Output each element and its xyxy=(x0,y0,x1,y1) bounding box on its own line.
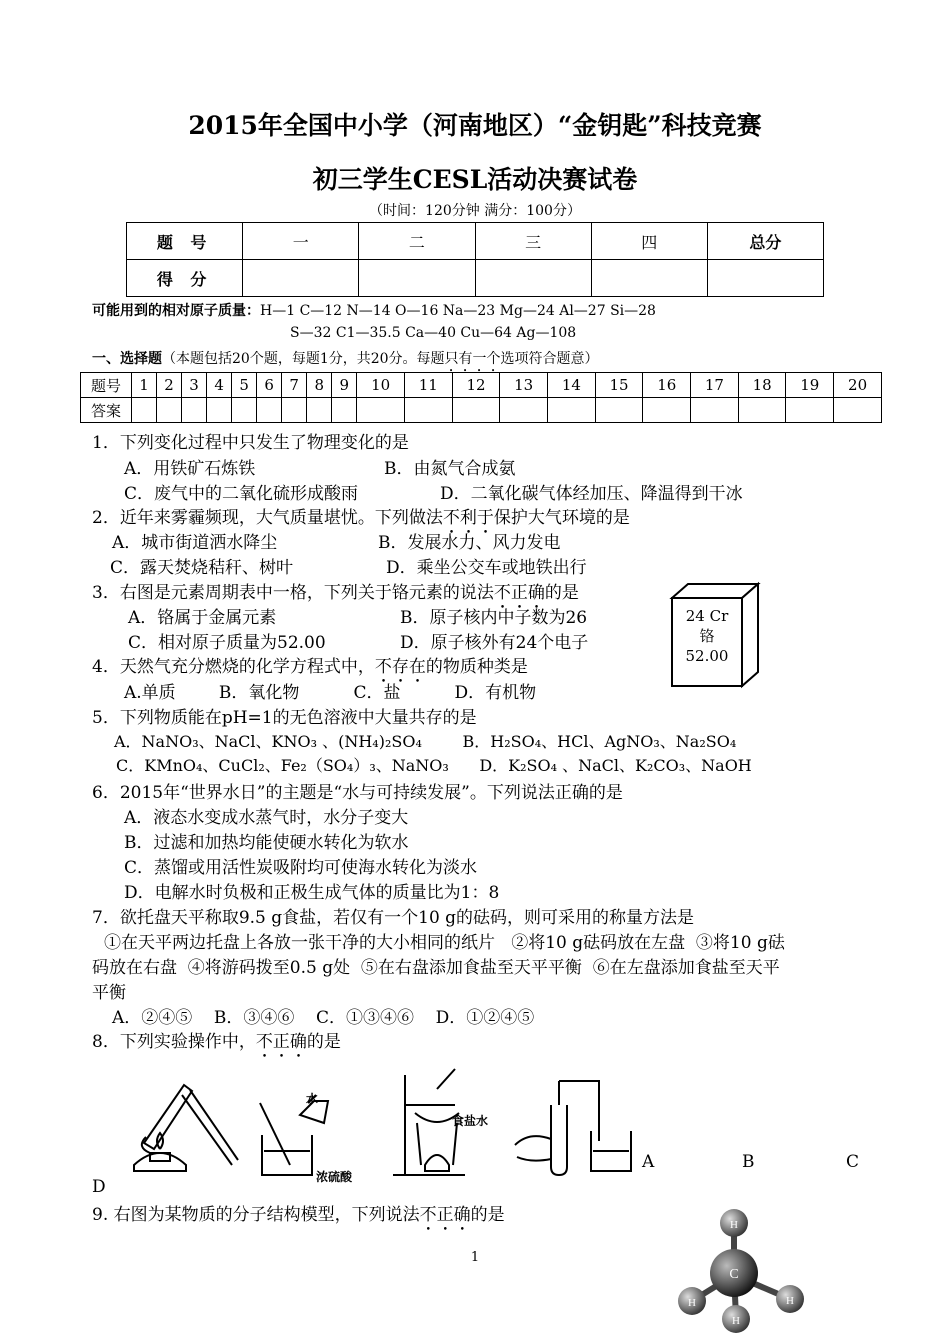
answer-number-cell: 11 xyxy=(404,373,452,398)
atom-h-label: H xyxy=(730,1219,738,1231)
exam-title: 2015年全国中小学（河南地区）“金钥匙”科技竞赛 xyxy=(188,111,762,140)
q2-option-b: B．发展水力、风力发电 xyxy=(378,533,561,553)
q2-emph: 不利于 xyxy=(442,508,494,528)
q5-stem: 5．下列物质能在pH=1的无色溶液中大量共存的是 xyxy=(92,708,477,728)
q8-emph: 不正确 xyxy=(255,1032,307,1052)
q5-options-ab: A．NaNO₃、NaCl、KNO₃ 、(NH₄)₂SO₄ B．H₂SO₄、HCl、AgNO₃、Na₂SO₄ xyxy=(114,732,737,751)
atom-h-label: H xyxy=(732,1315,740,1327)
q8-option-d-label: D xyxy=(92,1177,106,1197)
answer-number-cell: 8 xyxy=(307,373,332,398)
section1-emph: 只有一个 xyxy=(444,351,501,367)
answer-input-cell[interactable] xyxy=(786,398,834,423)
q3-option-a: A．铬属于金属元素 xyxy=(128,608,277,628)
apparatus-b-beaker xyxy=(260,1095,328,1175)
q8-option-b-label: B xyxy=(742,1152,755,1172)
score-input-cell[interactable] xyxy=(243,260,359,297)
score-table xyxy=(126,222,824,297)
answer-number-cell: 9 xyxy=(332,373,357,398)
exam-meta: （时间：120分钟 满分：100分） xyxy=(369,203,581,219)
atom-c-label: C xyxy=(729,1267,739,1282)
answer-input-cell[interactable] xyxy=(738,398,786,423)
q3-option-c: C．相对原子质量为52.00 xyxy=(128,633,326,653)
q2-stem-b: 保护大气环境的是 xyxy=(493,508,630,528)
score-input-cell[interactable] xyxy=(591,260,707,297)
atomic-mass-line1 xyxy=(92,300,656,320)
q2-option-c: C．露天焚烧秸秆、树叶 xyxy=(110,558,294,578)
q1-option-d: D．二氧化碳气体经加压、降温得到干冰 xyxy=(440,484,743,504)
answer-number-cell: 13 xyxy=(500,373,548,398)
answer-head-label: 题号 xyxy=(81,373,132,398)
answer-number-cell: 5 xyxy=(232,373,257,398)
score-label-cell: 得 分 xyxy=(127,260,243,297)
section1-heading xyxy=(92,348,599,375)
score-header-cell: 四 xyxy=(591,223,707,260)
answer-input-cell[interactable] xyxy=(182,398,207,423)
q3-stem-b: 的是 xyxy=(544,583,579,603)
answer-number-cell: 2 xyxy=(157,373,182,398)
answer-input-row xyxy=(81,398,882,423)
score-header-cell: 三 xyxy=(475,223,591,260)
answer-number-cell: 14 xyxy=(548,373,596,398)
atom-h-label: H xyxy=(688,1297,696,1309)
periodic-cell-number-symbol: 24 Cr xyxy=(685,607,729,625)
answer-input-cell[interactable] xyxy=(452,398,500,423)
q7-stem: 7．欲托盘天平称取9.5 g食盐，若仅有一个10 g的砝码，则可采用的称量方法是 xyxy=(92,908,695,928)
apparatus-a-heating xyxy=(134,1085,238,1171)
answer-number-cell: 19 xyxy=(786,373,834,398)
score-header-cell: 题 号 xyxy=(127,223,243,260)
q4-emph: 不存在 xyxy=(374,657,426,677)
answer-input-cell[interactable] xyxy=(643,398,691,423)
score-header-cell: 一 xyxy=(243,223,359,260)
periodic-cell xyxy=(672,606,742,666)
apparatus-d-airtightness xyxy=(515,1081,631,1175)
score-header-cell: 总分 xyxy=(707,223,823,260)
q8-stem-a: 8．下列实验操作中， xyxy=(92,1032,256,1052)
q1-option-b: B．由氮气合成氨 xyxy=(384,459,516,479)
answer-input-cell[interactable] xyxy=(257,398,282,423)
answer-number-cell: 6 xyxy=(257,373,282,398)
q2-stem-a: 2．近年来雾霾频现，大气质量堪忧。下列做法 xyxy=(92,508,443,528)
q9-stem-a: 9. 右图为某物质的分子结构模型，下列说法 xyxy=(92,1205,420,1225)
q8-apparatus-figure xyxy=(120,1065,640,1185)
periodic-cell-name: 铬 xyxy=(699,627,715,645)
periodic-cell-mass: 52.00 xyxy=(685,647,729,665)
q1-option-c: C．废气中的二氧化硫形成酸雨 xyxy=(124,484,359,504)
answer-input-cell[interactable] xyxy=(307,398,332,423)
q2-option-a: A．城市街道洒水降尘 xyxy=(112,533,278,553)
answer-input-cell[interactable] xyxy=(500,398,548,423)
answer-number-cell: 18 xyxy=(738,373,786,398)
answer-input-cell[interactable] xyxy=(595,398,643,423)
score-header-cell: 二 xyxy=(359,223,475,260)
answer-number-cell: 3 xyxy=(182,373,207,398)
exam-subtitle: 初三学生CESL活动决赛试卷 xyxy=(312,165,638,194)
q3-option-d: D．原子核外有24个电子 xyxy=(400,633,589,653)
q8-option-c-label: C xyxy=(846,1152,860,1172)
q3-stem-a: 3．右图是元素周期表中一格，下列关于铬元素的说法 xyxy=(92,583,494,603)
score-input-cell[interactable] xyxy=(707,260,823,297)
atom-h-label: H xyxy=(786,1295,794,1307)
answer-number-row xyxy=(81,373,882,398)
q1-stem: 1．下列变化过程中只发生了物理变化的是 xyxy=(92,433,409,453)
section1-desc: （本题包括20个题，每题1分，共20分。每题 xyxy=(162,351,445,367)
answer-number-cell: 7 xyxy=(282,373,307,398)
atomic-mass-values2: S—32 C1—35.5 Ca—40 Cu—64 Ag—108 xyxy=(290,325,577,341)
section1-label: 一、选择题 xyxy=(92,351,162,367)
q1-option-a: A．用铁矿石炼铁 xyxy=(124,459,256,479)
answer-number-cell: 12 xyxy=(452,373,500,398)
atomic-mass-values1: H—1 C—12 N—14 O—16 Na—23 Mg—24 Al—27 Si—28 xyxy=(260,303,656,319)
answer-number-cell: 20 xyxy=(834,373,882,398)
answer-input-cell[interactable] xyxy=(207,398,232,423)
q6-option-d: D．电解水时负极和正极生成气体的质量比为1：8 xyxy=(124,883,500,903)
answer-row-label: 答案 xyxy=(81,398,132,423)
label-salt-water: 食盐水 xyxy=(452,1114,489,1128)
answer-number-cell: 10 xyxy=(357,373,405,398)
answer-input-cell[interactable] xyxy=(132,398,157,423)
answer-input-cell[interactable] xyxy=(834,398,882,423)
label-water: 水 xyxy=(306,1092,319,1106)
molecule-model xyxy=(672,1205,812,1341)
q8-stem-b: 的是 xyxy=(306,1032,341,1052)
q7-text-line1: ①在天平两边托盘上各放一张干净的大小相同的纸片 ②将10 g砝码放在左盘 ③将10 g砝 xyxy=(104,933,785,953)
q7-text-line2: 码放在右盘 ④将游码拨至0.5 g处 ⑤在右盘添加食盐至天平平衡 ⑥在左盘添加食盐至天平 xyxy=(92,958,780,978)
label-concentrated-acid: 浓硫酸 xyxy=(316,1170,353,1184)
q9-emph: 不正确 xyxy=(419,1205,471,1225)
q9-stem-b: 的是 xyxy=(470,1205,505,1225)
answer-number-cell: 17 xyxy=(691,373,739,398)
q5-options-cd: C．KMnO₄、CuCl₂、Fe₂（SO₄）₃、NaNO₃ D．K₂SO₄ 、NaCl、K₂CO₃、NaOH xyxy=(116,756,752,775)
score-input-cell[interactable] xyxy=(359,260,475,297)
section1-desc-end: 选项符合题意） xyxy=(500,351,599,367)
answer-input-cell[interactable] xyxy=(691,398,739,423)
q8-option-a-label: A xyxy=(642,1152,655,1172)
answer-number-cell: 15 xyxy=(595,373,643,398)
atomic-mass-label: 可能用到的相对原子质量： xyxy=(92,303,260,319)
q6-option-b: B．过滤和加热均能使硬水转化为软水 xyxy=(124,833,409,853)
answer-number-cell: 16 xyxy=(643,373,691,398)
answer-input-cell[interactable] xyxy=(157,398,182,423)
answer-input-cell[interactable] xyxy=(332,398,357,423)
q4-stem-a: 4．天然气充分燃烧的化学方程式中， xyxy=(92,657,375,677)
answer-number-cell: 4 xyxy=(207,373,232,398)
answer-input-cell[interactable] xyxy=(404,398,452,423)
q7-text-line3: 平衡 xyxy=(92,983,126,1003)
answer-input-cell[interactable] xyxy=(232,398,257,423)
q2-option-d: D．乘坐公交车或地铁出行 xyxy=(386,558,587,578)
score-header-row xyxy=(127,223,824,260)
answer-input-cell[interactable] xyxy=(282,398,307,423)
answer-input-cell[interactable] xyxy=(357,398,405,423)
q7-options: A．②④⑤ B．③④⑥ C．①③④⑥ D．①②④⑤ xyxy=(112,1008,535,1028)
q4-stem-b: 的物质种类是 xyxy=(425,657,528,677)
q6-stem: 6．2015年“世界水日”的主题是“水与可持续发展”。下列说法正确的是 xyxy=(92,783,623,803)
q9-stem xyxy=(92,1200,505,1235)
q3-option-b: B．原子核内中子数为26 xyxy=(400,608,588,628)
answer-input-cell[interactable] xyxy=(548,398,596,423)
score-input-cell[interactable] xyxy=(475,260,591,297)
answer-number-cell: 1 xyxy=(132,373,157,398)
q6-option-c: C．蒸馏或用活性炭吸附均可使海水转化为淡水 xyxy=(124,858,478,878)
q6-option-a: A．液态水变成水蒸气时，水分子变大 xyxy=(124,808,409,828)
score-value-row xyxy=(127,260,824,297)
q3-emph: 不正确 xyxy=(493,583,545,603)
q4-options: A.单质 B．氧化物 C．盐 D．有机物 xyxy=(124,683,537,703)
page-number: 1 xyxy=(470,1250,480,1265)
q8-stem xyxy=(92,1027,341,1062)
answer-table xyxy=(80,372,882,423)
